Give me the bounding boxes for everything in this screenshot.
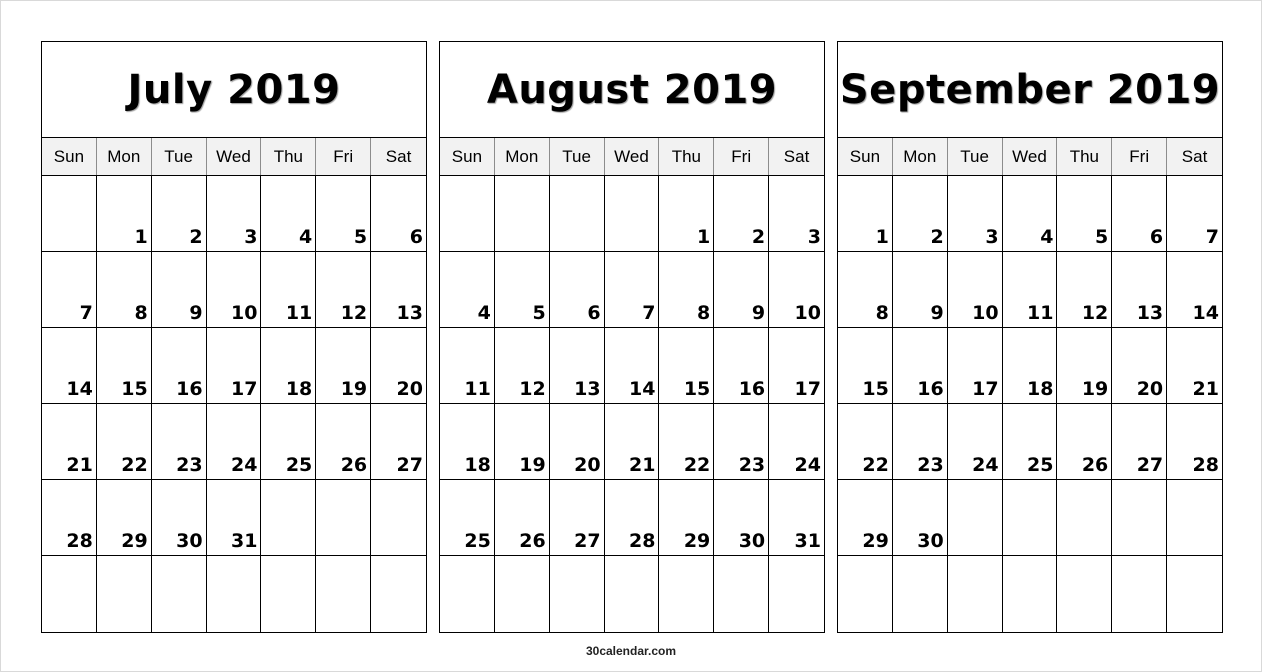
day-cell: 10: [948, 252, 1003, 328]
weekday-label: Sun: [838, 138, 893, 175]
weekday-label: Sat: [385, 146, 412, 166]
day-cell: [948, 556, 1003, 632]
day-cell: [97, 556, 152, 632]
day-cell: 26: [316, 404, 371, 480]
day-cell: 18: [261, 328, 316, 404]
day-cell: 14: [605, 328, 660, 404]
day-cell: 2: [893, 176, 948, 252]
weekday-label: Fri: [316, 138, 371, 175]
weekday-header-row: [440, 138, 824, 176]
day-cell: 11: [1003, 252, 1058, 328]
weekday-label: Thu: [261, 138, 316, 175]
day-cell: [440, 176, 495, 252]
day-cell: [605, 176, 660, 252]
month-calendar: [837, 41, 1223, 633]
day-cell: 22: [97, 404, 152, 480]
month-calendar: [41, 41, 427, 633]
weekday-label: Wed: [207, 138, 262, 175]
day-cell: [1112, 556, 1167, 632]
day-cell: 23: [714, 404, 769, 480]
day-cell: 20: [1112, 328, 1167, 404]
day-cell: 5: [495, 252, 550, 328]
day-cell: [605, 556, 660, 632]
weekday-label: Fri: [714, 138, 769, 175]
day-cell: 2: [714, 176, 769, 252]
day-cell: 28: [605, 480, 660, 556]
day-cell: 28: [42, 480, 97, 556]
day-cell: [152, 556, 207, 632]
day-cell: 16: [893, 328, 948, 404]
day-cell: 21: [1167, 328, 1222, 404]
weekday-label: Mon: [495, 138, 550, 175]
day-cell: 3: [948, 176, 1003, 252]
day-cell: [550, 556, 605, 632]
day-cell: 8: [97, 252, 152, 328]
day-cell: 3: [207, 176, 262, 252]
day-cell: 15: [838, 328, 893, 404]
weekday-label: Sun: [42, 138, 97, 175]
day-cell: 6: [371, 176, 426, 252]
day-cell: 27: [371, 404, 426, 480]
day-cell: 19: [1057, 328, 1112, 404]
day-cell: 31: [207, 480, 262, 556]
day-cell: 12: [495, 328, 550, 404]
day-cell: [261, 480, 316, 556]
day-cell: 4: [261, 176, 316, 252]
day-cell: 27: [550, 480, 605, 556]
day-cell: 30: [152, 480, 207, 556]
day-cell: 6: [1112, 176, 1167, 252]
day-cell: 27: [1112, 404, 1167, 480]
day-cell: 8: [838, 252, 893, 328]
day-cell: 26: [495, 480, 550, 556]
day-cell: 1: [659, 176, 714, 252]
day-grid: [440, 176, 824, 632]
day-cell: 3: [769, 176, 824, 252]
weekday-header-row: [42, 138, 426, 176]
month-title: September 2019: [838, 42, 1222, 138]
day-cell: 14: [42, 328, 97, 404]
day-cell: [495, 556, 550, 632]
day-cell: 19: [316, 328, 371, 404]
day-cell: 21: [42, 404, 97, 480]
day-cell: 16: [714, 328, 769, 404]
month-title: August 2019: [440, 42, 824, 138]
day-cell: [42, 556, 97, 632]
day-cell: 17: [948, 328, 1003, 404]
day-cell: 1: [97, 176, 152, 252]
day-cell: 13: [1112, 252, 1167, 328]
day-cell: 1: [838, 176, 893, 252]
weekday-label: Mon: [893, 138, 948, 175]
day-cell: [316, 556, 371, 632]
day-cell: 10: [769, 252, 824, 328]
weekday-label: Tue: [948, 138, 1003, 175]
day-cell: 15: [97, 328, 152, 404]
day-cell: 26: [1057, 404, 1112, 480]
day-cell: [769, 556, 824, 632]
day-cell: 18: [1003, 328, 1058, 404]
day-cell: [1057, 480, 1112, 556]
month-title: July 2019: [42, 42, 426, 138]
day-cell: 22: [659, 404, 714, 480]
day-cell: 25: [261, 404, 316, 480]
day-cell: 10: [207, 252, 262, 328]
day-cell: 5: [316, 176, 371, 252]
weekday-label: Tue: [152, 138, 207, 175]
weekday-label: Sat: [1181, 146, 1208, 166]
day-cell: 30: [714, 480, 769, 556]
day-cell: [371, 480, 426, 556]
day-cell: [495, 176, 550, 252]
day-cell: 7: [605, 252, 660, 328]
day-cell: [207, 556, 262, 632]
day-cell: 9: [893, 252, 948, 328]
weekday-label: Thu: [1057, 138, 1112, 175]
day-cell: 13: [550, 328, 605, 404]
day-cell: [316, 480, 371, 556]
day-cell: 6: [550, 252, 605, 328]
day-cell: 17: [769, 328, 824, 404]
day-cell: 30: [893, 480, 948, 556]
month-calendar: [439, 41, 825, 633]
day-cell: [893, 556, 948, 632]
day-cell: [440, 556, 495, 632]
day-cell: 9: [152, 252, 207, 328]
day-cell: 18: [440, 404, 495, 480]
day-cell: 22: [838, 404, 893, 480]
day-cell: 23: [893, 404, 948, 480]
day-cell: [1003, 480, 1058, 556]
day-cell: 20: [550, 404, 605, 480]
day-cell: [1112, 480, 1167, 556]
day-grid: [42, 176, 426, 632]
day-cell: 25: [1003, 404, 1058, 480]
day-cell: [838, 556, 893, 632]
day-cell: [1167, 556, 1222, 632]
day-cell: 21: [605, 404, 660, 480]
day-cell: [1003, 556, 1058, 632]
day-cell: 23: [152, 404, 207, 480]
day-cell: 13: [371, 252, 426, 328]
weekday-label: Thu: [659, 138, 714, 175]
day-cell: [261, 556, 316, 632]
day-cell: 24: [769, 404, 824, 480]
site-footer: 30calendar.com: [585, 644, 677, 658]
day-cell: 25: [440, 480, 495, 556]
day-cell: 8: [659, 252, 714, 328]
day-cell: [371, 556, 426, 632]
weekday-header-row: [838, 138, 1222, 176]
day-cell: 15: [659, 328, 714, 404]
day-cell: 16: [152, 328, 207, 404]
weekday-label: Tue: [550, 138, 605, 175]
day-cell: 4: [440, 252, 495, 328]
day-cell: [550, 176, 605, 252]
day-cell: 12: [1057, 252, 1112, 328]
day-cell: 7: [1167, 176, 1222, 252]
day-cell: 11: [440, 328, 495, 404]
weekday-label: Sun: [440, 138, 495, 175]
day-cell: 7: [42, 252, 97, 328]
day-cell: [659, 556, 714, 632]
day-cell: [1167, 480, 1222, 556]
day-cell: 5: [1057, 176, 1112, 252]
day-grid: [838, 176, 1222, 632]
day-cell: 11: [261, 252, 316, 328]
weekday-label: Sat: [783, 146, 810, 166]
weekday-label: Wed: [605, 138, 660, 175]
day-cell: [42, 176, 97, 252]
weekday-label: Mon: [97, 138, 152, 175]
day-cell: 20: [371, 328, 426, 404]
day-cell: 14: [1167, 252, 1222, 328]
day-cell: 2: [152, 176, 207, 252]
weekday-label: Wed: [1003, 138, 1058, 175]
day-cell: [948, 480, 1003, 556]
day-cell: 28: [1167, 404, 1222, 480]
day-cell: 29: [838, 480, 893, 556]
weekday-label: Fri: [1112, 138, 1167, 175]
day-cell: 19: [495, 404, 550, 480]
day-cell: 29: [659, 480, 714, 556]
day-cell: 9: [714, 252, 769, 328]
day-cell: 24: [948, 404, 1003, 480]
day-cell: 31: [769, 480, 824, 556]
day-cell: 24: [207, 404, 262, 480]
day-cell: [1057, 556, 1112, 632]
day-cell: 12: [316, 252, 371, 328]
day-cell: 29: [97, 480, 152, 556]
day-cell: [714, 556, 769, 632]
day-cell: 17: [207, 328, 262, 404]
day-cell: 4: [1003, 176, 1058, 252]
